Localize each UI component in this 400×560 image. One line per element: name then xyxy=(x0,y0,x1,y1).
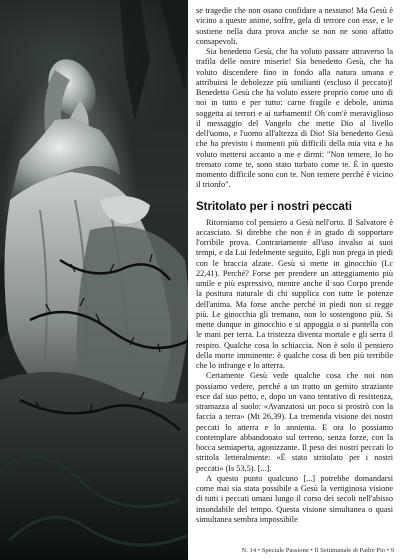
paragraph: Sia benedetto Gesù, che ha voluto passare attraverso la trafila delle nostre miserie! Sia benedetto Gesù, che ha voluto discendere fino in fondo alla natura umana e attribuirsi le debolezze più umilianti (escluso il peccato)! Benedetto Gesù che ha voluto essere proprio come uno di noi in tutto e per tutto: carne fragile e debole, anima soggetta ai terrori e ai turbamenti! Oh com'è meraviglioso il messaggio del Vangelo che mette Dio al livello dell'uomo, e l'uomo all'altezza di Dio! Sia benedetto Gesù che ha previsto i momenti più difficili della mia vita e ha voluto mettersi accanto a me e dirmi: "Non temere, Io ho tremato come te, sono stato turbato come te. È in questo momento difficile sono con te. Non temere perché è vicino il trionfo". xyxy=(196,47,393,190)
paragraph: A questo punto qualcuno [...] potrebbe domandarsi come mai sia stata possibile a Gesù la vertiginosa visione di tutti i peccati umani lungo il corso dei secoli nell'abisso insondabile del tempo. Questa visione simultanea o quasi simultanea sembra impossibile xyxy=(196,473,393,524)
article-column xyxy=(188,0,400,545)
article-text xyxy=(196,6,393,525)
paragraph: Certamente Gesù vede qualche cosa che noi non possiamo vedere, perché a un tratto un gemito straziante esce dal suo petto, e, dopo un vano tentativo di resistenza, stramazza al suolo: «Avanzatosi un poco si prostrò con la faccia a terra» (Mt 26,39). La tremenda visione dei nostri peccati lo atterra e lo annienta. E ora lo possiamo contemplare abbandonato sul terreno, senza forze, con la bocca semiaperta, agonizzante. Il peso dei nostri peccati lo stritola letteralmente: «È stato stritolato per i nostri peccati» (Is 53,5). [...]. xyxy=(196,371,393,473)
paragraph: Ritorniamo col pensiero a Gesù nell'orto. Il Salvatore è accasciato. Si direbbe che non è in grado di sopportare l'orribile prova. Contrariamente all'uso invalso ai suoi tempi, e da Lui fedelmente seguito, Egli non prega in piedi con le braccia alzate. Gesù si mette in ginocchio (Lc 22,41). Perché? Forse per prendere un atteggiamento più umile e più espressivo, mentre anche il suo Corpo prende la positura naturale di chi supplica con tutte le potenze dell'anima. Ma forse anche perché in piedi non si regge più. Le ginocchia gli tremano, non lo sostengono più. Si mette dunque in ginocchio e si appoggia o si puntella con le mani per terra. La tristezza diventa mortale e gli serra il respiro. Qualche cosa lo schiaccia. Non è solo il pensiero della morte imminente: è qualche cosa di ben più terribile che lo infrange e lo atterra. xyxy=(196,217,393,370)
footer-text: N. 14 • Speciale Passione • Il Settimanale di Padre Pio • 9 xyxy=(241,547,394,554)
section-heading: Stritolato per i nostri peccati xyxy=(196,200,352,213)
page-footer xyxy=(188,545,400,560)
paragraph: se tragedie che non osano confidare a nessuno! Ma Gesù è vicino a queste anime, soffre, gela di terrore con esse, e le sostiene nella dura prova anche se non ne sono affatto consapevoli. xyxy=(196,6,393,46)
